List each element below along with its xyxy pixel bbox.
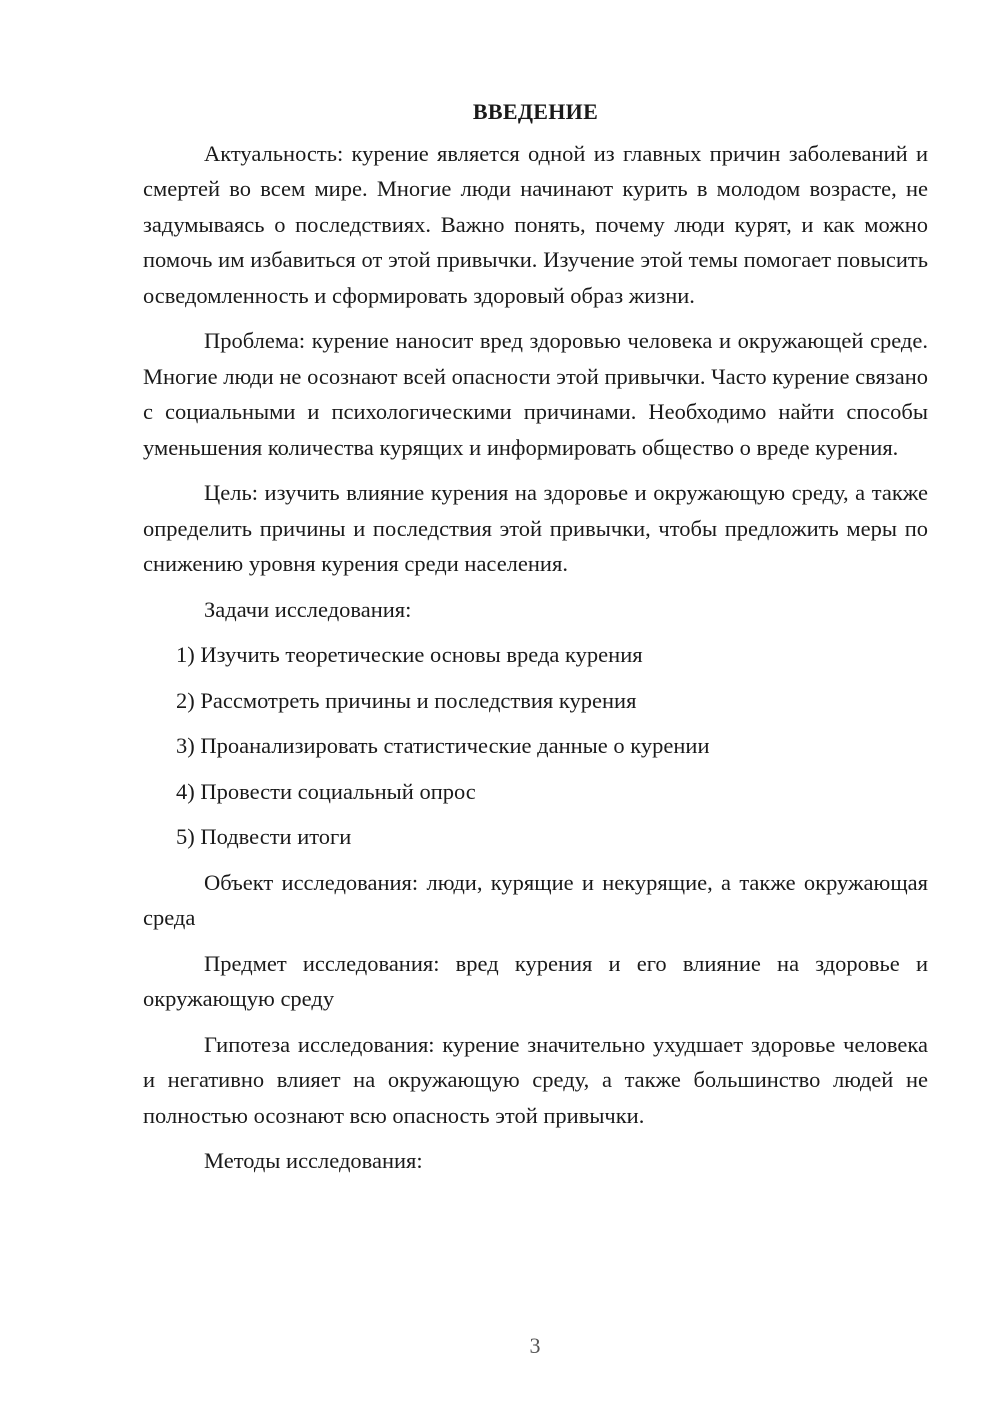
list-item: 4) Провести социальный опрос	[176, 778, 476, 804]
paragraph-relevance: Актуальность: курение является одной из главных причин заболеваний и смертей во всем мире. Многие люди начинают курить в молодом возрасте, не задумываясь о последствиях. Важно понять, почему люди курят, и как можно помочь им избавиться от этой привычки. Изучение этой темы помогает повысить осведомленность и сформировать здоровый образ жизни.	[143, 140, 928, 308]
paragraph-hypothesis: Гипотеза исследования: курение значительно ухудшает здоровье человека и негативно влияет на окружающую среду, а также большинство людей не полностью осознают всю опасность этой привычки.	[143, 1031, 928, 1128]
list-item: 3) Проанализировать статистические данные о курении	[176, 733, 710, 758]
paragraph-goal: Цель: изучить влияние курения на здоровье и окружающую среду, а также определить причины и последствия этой привычки, чтобы предложить меры по снижению уровня курения среди населения.	[143, 480, 928, 576]
list-item: 2) Рассмотреть причины и последствия курения	[176, 687, 637, 713]
paragraph-problem: Проблема: курение наносит вред здоровью человека и окружающей среде. Многие люди не осознают всей опасности этой привычки. Часто курение связано с социальными и психологическими причинами. Необходимо найти способы уменьшения количества курящих и информировать общество о вреде курения.	[143, 328, 928, 460]
page-title: ВВЕДЕНИЕ	[472, 99, 599, 124]
page-content	[143, 94, 928, 1189]
list-item: 1) Изучить теоретические основы вреда курения	[176, 642, 643, 667]
paragraph-object: Объект исследования: люди, курящие и некурящие, а также окружающая среда	[143, 869, 928, 930]
tasks-list	[143, 637, 928, 855]
paragraph-tasks-heading: Задачи исследования:	[204, 596, 412, 622]
paragraph-methods-heading: Методы исследования:	[204, 1148, 423, 1173]
page-number: 3	[529, 1333, 541, 1358]
list-item: 5) Подвести итоги	[176, 824, 352, 849]
paragraph-subject: Предмет исследования: вред курения и его влияние на здоровье и окружающую среду	[143, 950, 928, 1011]
